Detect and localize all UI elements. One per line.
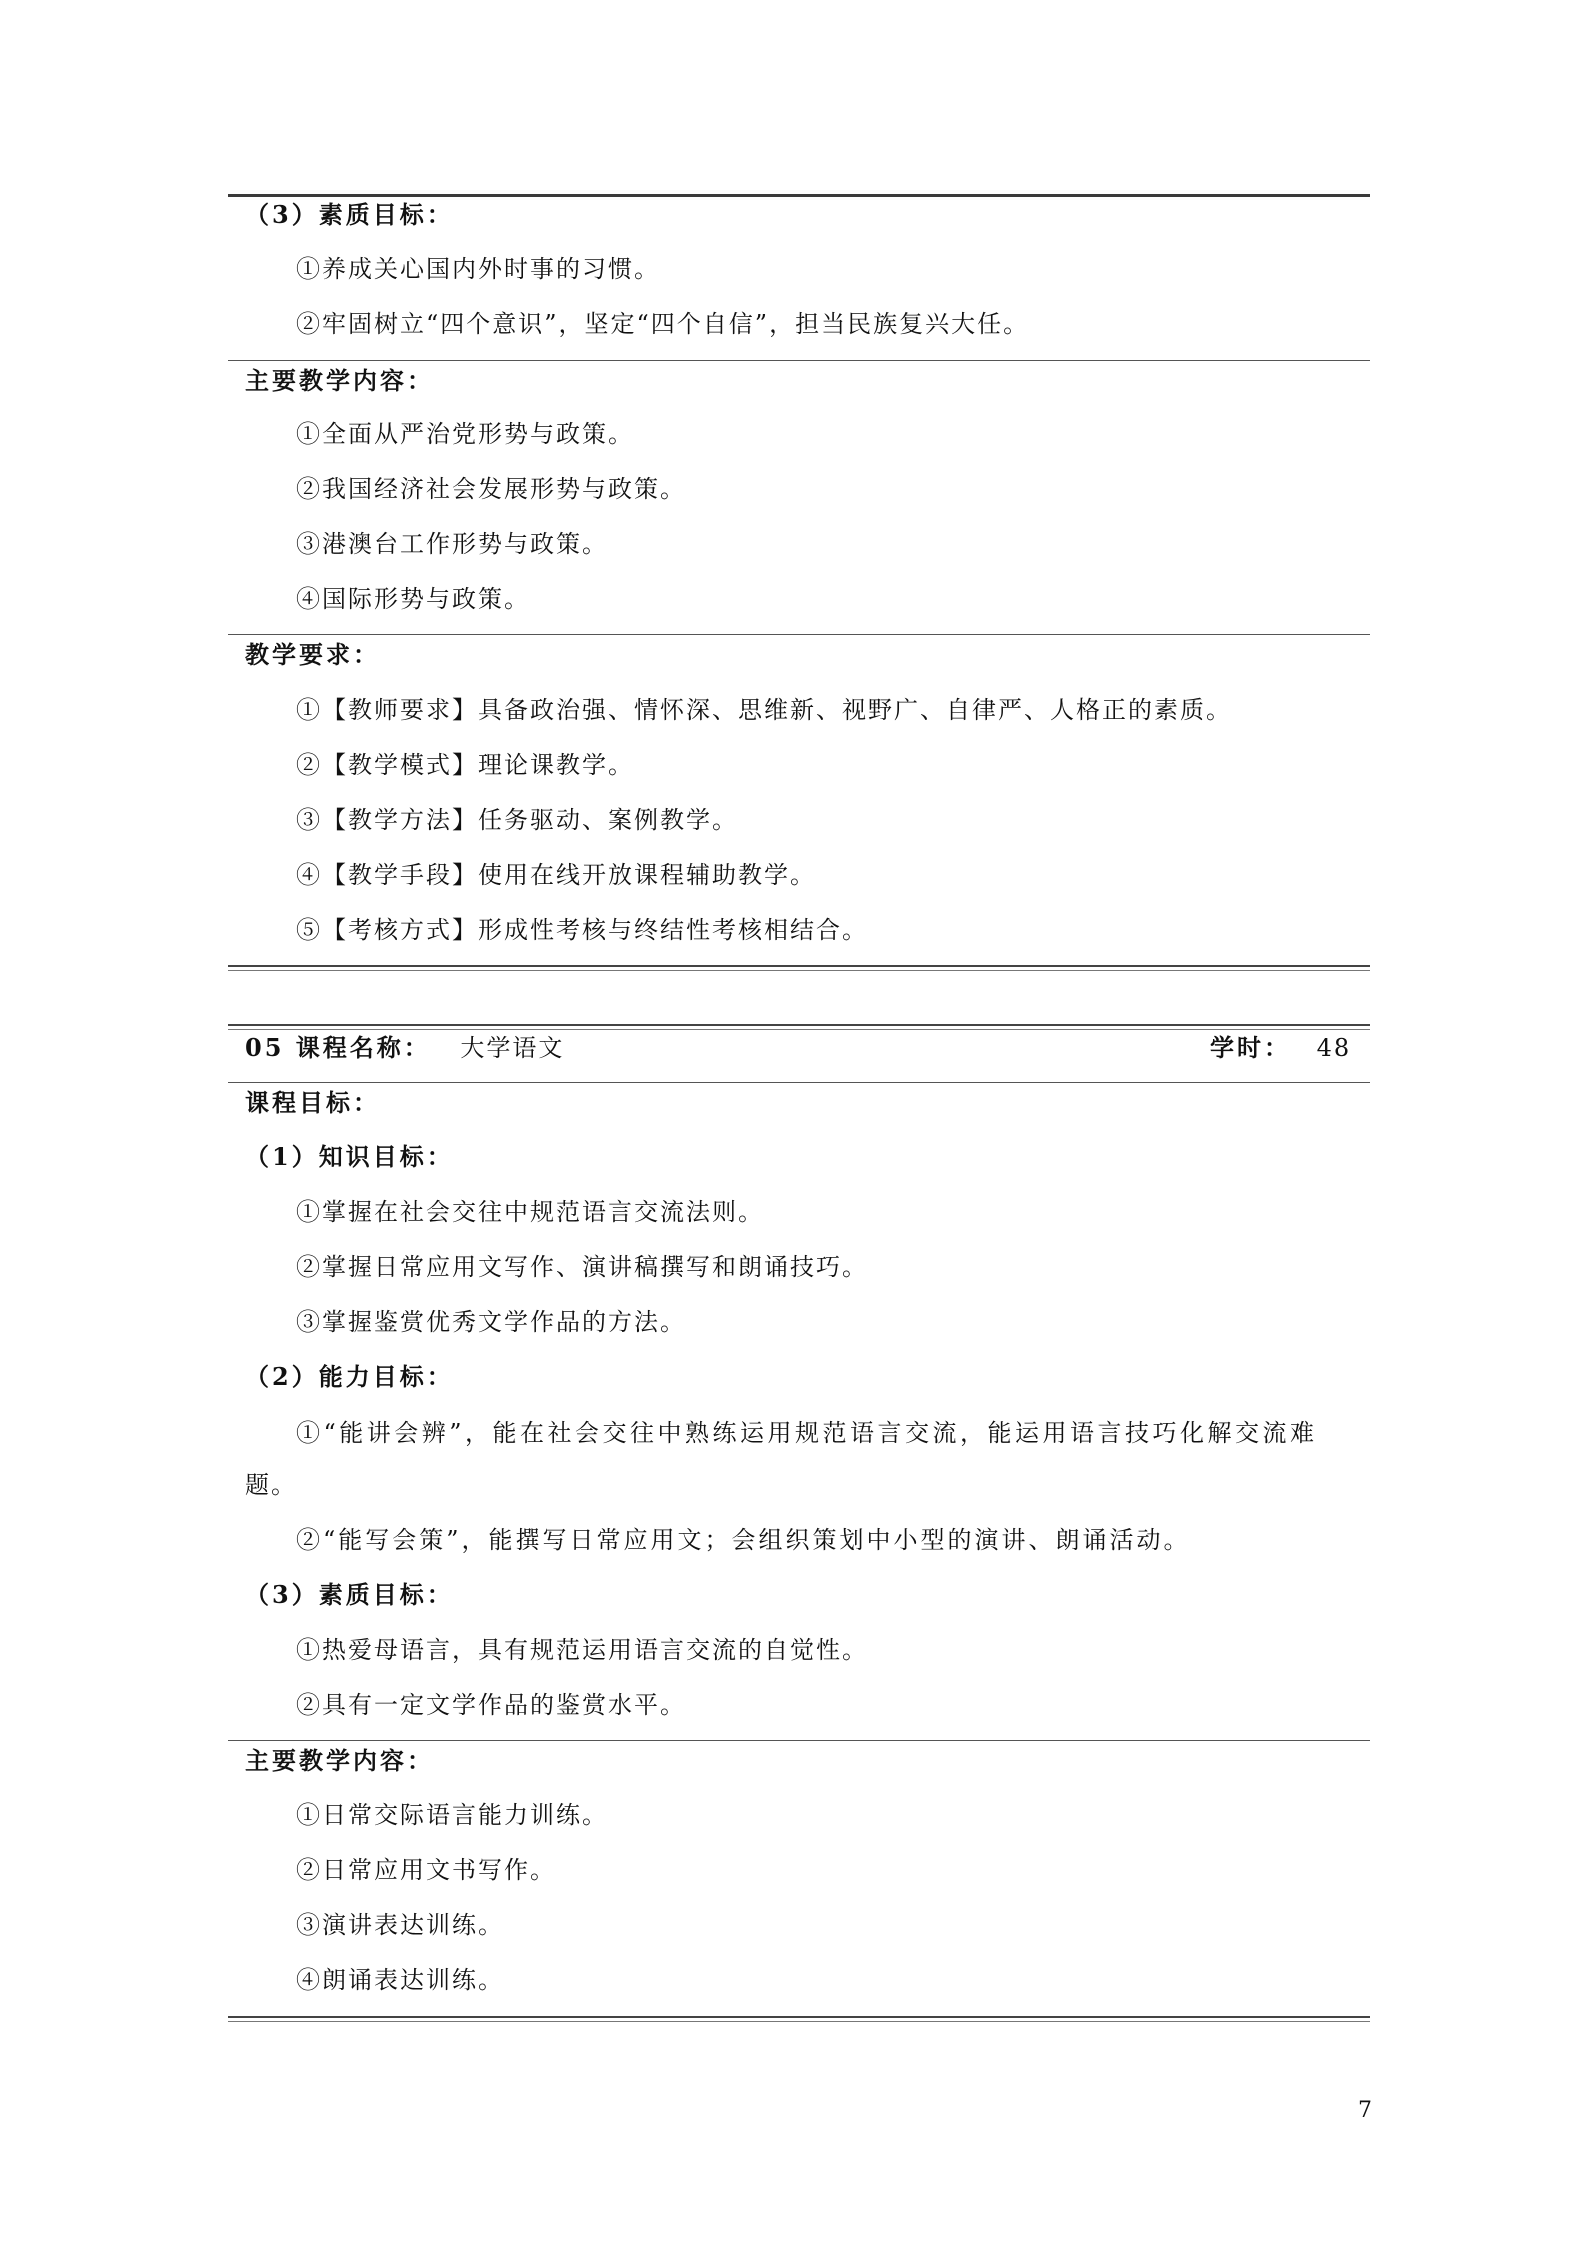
table-bottom-rule (228, 2016, 1370, 2018)
content-item-1: ①全面从严治党形势与政策。 (296, 420, 634, 448)
course-content-item-1: ①日常交际语言能力训练。 (296, 1801, 608, 1829)
content-item-3: ③港澳台工作形势与政策。 (296, 530, 608, 558)
course-content-item-2: ②日常应用文书写作。 (296, 1856, 556, 1884)
course-hours-row (1210, 1033, 1351, 1063)
content-item-2: ②我国经济社会发展形势与政策。 (296, 475, 686, 503)
knowledge-objectives-heading: （1）知识目标： (245, 1142, 454, 1171)
teaching-requirements-heading: 教学要求： (245, 640, 380, 669)
section-divider (228, 1740, 1370, 1741)
section-divider (228, 360, 1370, 361)
course-hours-label: 学时： (1210, 1033, 1291, 1062)
course-name-label: 05 课程名称： (245, 1033, 431, 1062)
ability-item-1-line-1: ①“能讲会辨”，能在社会交往中熟练运用规范语言交流，能运用语言技巧化解交流难 (296, 1419, 1318, 1447)
course-content-heading: 主要教学内容： (245, 1746, 434, 1775)
section-divider (228, 1082, 1370, 1083)
course-objectives-heading: 课程目标： (245, 1088, 380, 1117)
knowledge-item-2: ②掌握日常应用文写作、演讲稿撰写和朗诵技巧。 (296, 1253, 868, 1281)
requirement-item-1: ①【教师要求】具备政治强、情怀深、思维新、视野广、自律严、人格正的素质。 (296, 696, 1232, 724)
quality-item-1: ①养成关心国内外时事的习惯。 (296, 255, 660, 283)
course-content-item-3: ③演讲表达训练。 (296, 1911, 504, 1939)
course-quality-item-2: ②具有一定文学作品的鉴赏水平。 (296, 1691, 686, 1719)
ability-objectives-heading: （2）能力目标： (245, 1362, 454, 1391)
table-top-rule (228, 1024, 1370, 1026)
knowledge-item-1: ①掌握在社会交往中规范语言交流法则。 (296, 1198, 764, 1226)
course-content-item-4: ④朗诵表达训练。 (296, 1966, 504, 1994)
ability-item-2: ②“能写会策”，能撰写日常应用文；会组织策划中小型的演讲、朗诵活动。 (296, 1526, 1191, 1554)
requirement-item-2: ②【教学模式】理论课教学。 (296, 751, 634, 779)
table-bottom-rule (228, 965, 1370, 967)
main-content-heading: 主要教学内容： (245, 366, 434, 395)
knowledge-item-3: ③掌握鉴赏优秀文学作品的方法。 (296, 1308, 686, 1336)
page-number: 7 (1358, 2098, 1372, 2123)
requirement-item-5: ⑤【考核方式】形成性考核与终结性考核相结合。 (296, 916, 868, 944)
top-border-rule (228, 194, 1370, 197)
course-quality-item-1: ①热爱母语言，具有规范运用语言交流的自觉性。 (296, 1636, 868, 1664)
quality-objectives-heading: （3）素质目标： (245, 200, 454, 229)
quality-item-2: ②牢固树立“四个意识”，坚定“四个自信”，担当民族复兴大任。 (296, 310, 1030, 338)
requirement-item-3: ③【教学方法】任务驱动、案例教学。 (296, 806, 738, 834)
course-hours-value: 48 (1316, 1034, 1352, 1062)
course-name-row (245, 1033, 564, 1063)
content-item-4: ④国际形势与政策。 (296, 585, 530, 613)
section-divider (228, 634, 1370, 635)
requirement-item-4: ④【教学手段】使用在线开放课程辅助教学。 (296, 861, 816, 889)
course-quality-objectives-heading: （3）素质目标： (245, 1580, 454, 1609)
course-name-value: 大学语文 (460, 1034, 565, 1062)
ability-item-1-line-2: 题。 (245, 1471, 297, 1499)
